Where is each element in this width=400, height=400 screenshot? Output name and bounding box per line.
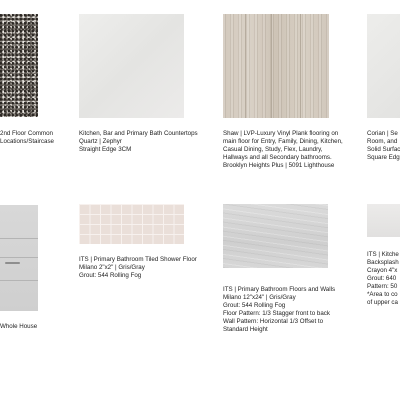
caption-line: Hallways and all Secondary bathrooms. [223,154,332,161]
caption-line: Pattern: 50 [367,283,398,290]
caption-line: ITS | Kitche [367,251,399,258]
caption-line: Solid Surfac [367,146,400,153]
quartz-caption [79,130,219,154]
caption-line: Crayon 4"x [367,267,398,274]
caption-line: main floor for Entry, Family, Dining, Kitchen, [223,138,343,145]
caption-line: of upper ca [367,299,398,306]
caption-line: Whole House [0,323,38,330]
cabinet-door-swatch [0,205,38,311]
mosaic-caption [79,256,219,280]
backsplash-swatch [367,204,400,237]
lvp-caption [223,130,363,170]
lvp-lighthouse-swatch [223,14,329,118]
caption-line: Room, and [367,138,398,145]
caption-line: Grout: 640 [367,275,397,282]
caption-line: Corian | Se [367,130,398,137]
caption-line: ITS | Primary Bathroom Floors and Walls [223,286,336,293]
caption-line: Quartz | Zephyr [79,138,122,145]
caption-line: ITS | Primary Bathroom Tiled Shower Floor [79,256,197,263]
caption-line: Brooklyn Heights Plus | 5091 Lighthouse [223,162,335,169]
corian-swatch [367,14,400,118]
terrazzo-swatch [0,14,38,117]
caption-line: Grout: 544 Rolling Fog [79,272,142,279]
caption-line: Grout: 544 Rolling Fog [223,302,286,309]
wall-floor-tile-swatch [223,204,328,268]
caption-line: Backsplash [367,259,399,266]
caption-line: 2nd Floor Common [0,130,53,137]
caption-line: Locations/Staircase [0,138,54,145]
caption-line: Kitchen, Bar and Primary Bath Countertops [79,130,198,137]
cabinet-caption [0,323,40,331]
caption-line: Shaw | LVP-Luxury Vinyl Plank flooring on [223,130,339,137]
caption-line: Standard Height [223,326,268,333]
corian-caption [367,130,400,162]
caption-line: Floor Pattern: 1/3 Stagger front to back [223,310,330,317]
tile-caption [223,286,363,334]
mosaic-tile-swatch [79,204,184,244]
caption-line: Wall Pattern: Horizontal 1/3 Offset to [223,318,324,325]
backsplash-caption [367,251,400,307]
caption-line: Milano 2"x2" | Gris/Gray [79,264,145,271]
caption-line: Straight Edge 3CM [79,146,132,153]
caption-line: *Area to co [367,291,398,298]
quartz-zephyr-swatch [79,14,184,118]
caption-line: Milano 12"x24" | Gris/Gray [223,294,296,301]
caption-line: Casual Dining, Study, Flex, Laundry, [223,146,323,153]
cabinet-pull-icon [5,262,20,264]
terrazzo-caption [0,130,54,146]
caption-line: Square Edg [367,154,400,161]
